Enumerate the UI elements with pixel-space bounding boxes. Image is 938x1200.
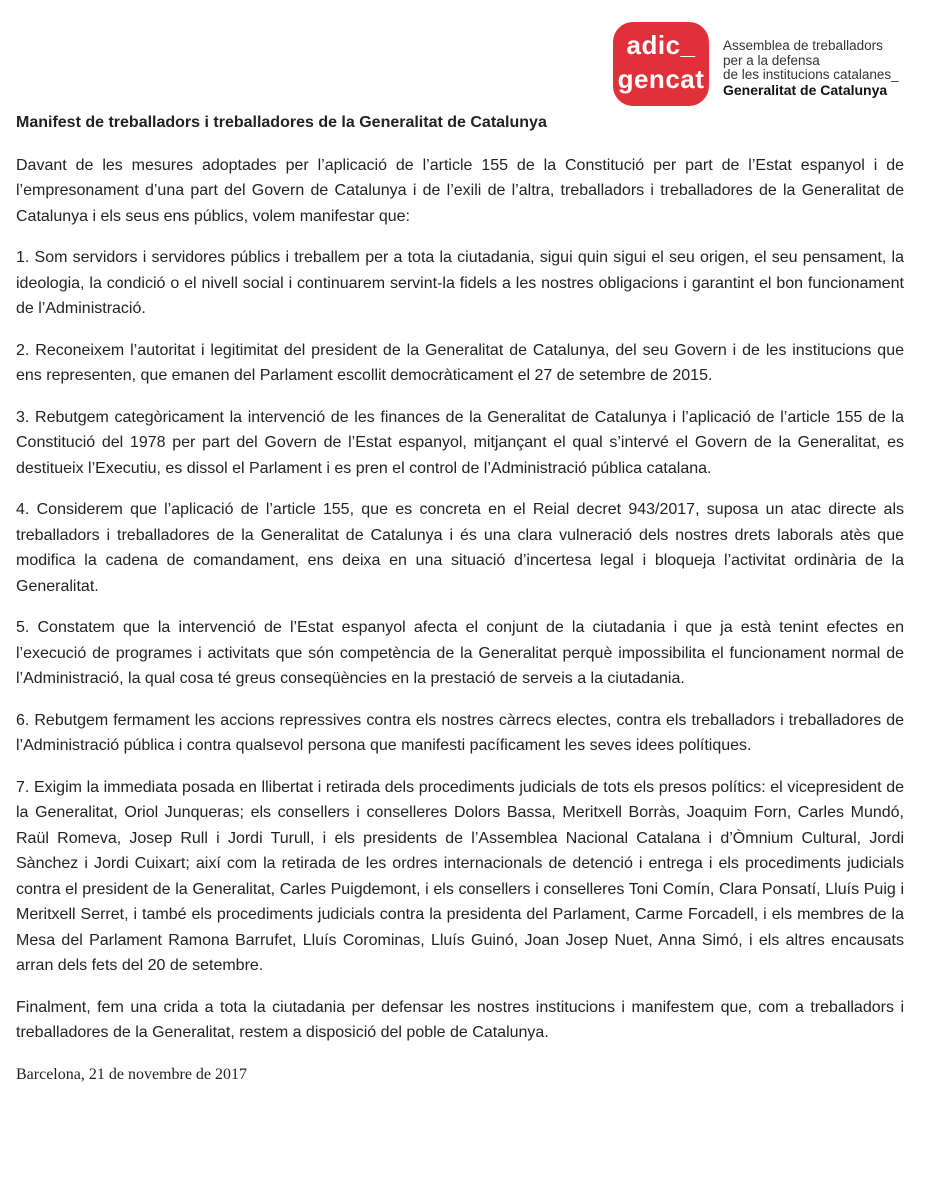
point-1: 1. Som servidors i servidores públics i treballem per a tota la ciutadania, sigui quin sigui el seu origen, el seu pensament, la ideologia, la condició o el nivell social i continuarem servint-la fidels a les nostres obligacions i garantint el bon funcionament de l’Administració. (16, 249, 904, 317)
point-6: 6. Rebutgem fermament les accions repressives contra els nostres càrrecs electes, contra els treballadors i treballadores de l’Administració pública i contra qualsevol persona que manifesti pacíficament les seves idees polítiques. (16, 711, 904, 754)
logo-word-gencat: gencat (617, 64, 705, 94)
document-title: Manifest de treballadors i treballadores de la Generalitat de Catalunya (16, 114, 547, 131)
point-7: 7. Exigim la immediata posada en llibertat i retirada dels procediments judicials de tots els presos polítics: el vicepresident de la Generalitat, Oriol Junqueras; els consellers i conselleres Dolors Bassa, Meritxell Borràs, Joaquim Forn, Carles Mundó, Raül Romeva, Josep Rull i Jordi Turull, i els presidents de l’Assemblea Nacional Catalana i d’Òmnium Cultural, Jordi Sànchez i Jordi Cuixart; així com la retirada de les ordres internacionals de detenció i entrega i els procediments judicials contra el president de la Generalitat, Carles Puigdemont, i els consellers i conselleres Toni Comín, Clara Ponsatí, Lluís Puig i Meritxell Serret, i també els procediments judicials contra la presidenta del Parlament, Carme Forcadell, i els membres de la Mesa del Parlament Ramona Barrufet, Lluís Corominas, Lluís Guinó, Joan Josep Nuet, Anna Simó, i els altres encausats arran dels fets del 20 de setembre. (16, 778, 904, 974)
logo-subtitle-line-3: de les institucions catalanes_ (723, 67, 899, 82)
adic-gencat-logo (613, 22, 913, 107)
point-4: 4. Considerem que l’aplicació de l’article 155, que es concreta en el Reial decret 943/2017, suposa un atac directe als treballadors i treballadores de la Generalitat de Catalunya i és una clara vulneració dels nostres drets laborals atès que modifica la cadena de comandament, ens deixa en una situació d’incertesa legal i bloqueja l’activitat ordinària de la Generalitat. (16, 501, 904, 595)
closing-paragraph: Finalment, fem una crida a tota la ciutadania per defensar les nostres institucions i manifestem que, com a treballadors i treballadores de la Generalitat, restem a disposició del poble de Catalunya. (16, 998, 904, 1041)
logo-subtitle-line-1: Assemblea de treballadors (723, 38, 883, 53)
logo-word-adic: adic_ (626, 30, 696, 60)
place-and-date: Barcelona, 21 de novembre de 2017 (16, 1065, 248, 1083)
logo-subtitle-line-4: Generalitat de Catalunya (723, 81, 888, 98)
point-2: 2. Reconeixem l’autoritat i legitimitat del president de la Generalitat de Catalunya, del seu Govern i de les institucions que ens representen, que emanen del Parlament escollit democràticament el 27 de setembre de 2015. (16, 341, 904, 384)
logo-subtitle-line-2: per a la defensa (723, 52, 820, 68)
logo-subtitle (723, 39, 899, 97)
manifest-document (16, 110, 904, 1087)
logo-mark (613, 22, 709, 106)
point-5: 5. Constatem que la intervenció de l’Estat espanyol afecta el conjunt de la ciutadania i que ja està tenint efectes en l’execució de programes i activitats que són competència de la Generalitat perquè impossibilita el funcionament normal de l’Administració, la qual cosa té greus conseqüències en la prestació de serveis a la ciutadania. (16, 619, 904, 687)
point-3: 3. Rebutgem categòricament la intervenció de les finances de la Generalitat de Catalunya i l’aplicació de l’article 155 de la Constitució del 1978 per part del Govern de l’Estat espanyol, mitjançant el qual s’intervé el Govern de la Generalitat, es destitueix l’Executiu, es dissol el Parlament i es pren el control de l’Administració pública catalana. (16, 408, 904, 477)
intro-paragraph: Davant de les mesures adoptades per l’aplicació de l’article 155 de la Constitució per part de l’Estat espanyol i de l’empresonament d’una part del Govern de Catalunya i de l’exili de l’altra, treballadors i treballadores de la Generalitat de Catalunya i els seus ens públics, volem manifestar que: (16, 156, 904, 225)
